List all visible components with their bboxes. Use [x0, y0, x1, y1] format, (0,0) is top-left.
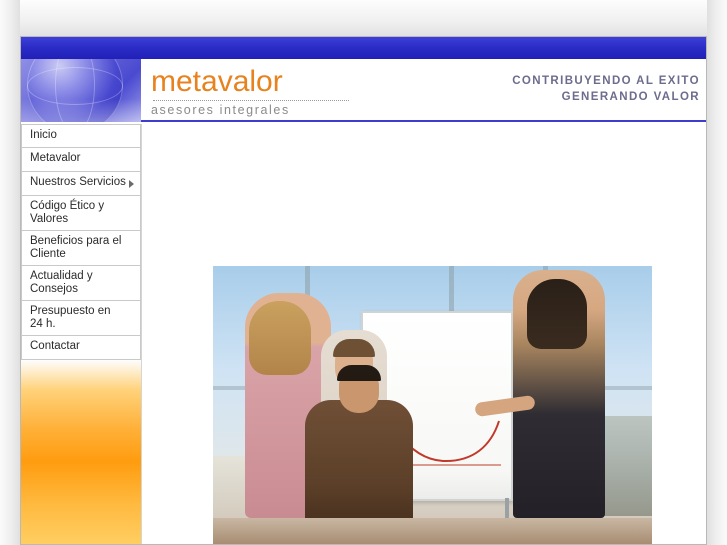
- window-top-chrome: [0, 0, 727, 36]
- sidebar-item-label: Beneficios para el Cliente: [30, 235, 122, 260]
- photo-person-man-seated-hair: [337, 365, 381, 381]
- sidebar-item-metavalor[interactable]: [21, 148, 141, 172]
- sidebar-item-label: Inicio: [30, 129, 57, 141]
- sidebar-item-inicio[interactable]: [21, 124, 141, 148]
- sidebar-item-label: Código Ético y Valores: [30, 200, 105, 225]
- header-slogan-line-2: GENERANDO VALOR: [561, 91, 700, 103]
- nav-list: [21, 124, 141, 360]
- brand-lockup[interactable]: [151, 65, 349, 117]
- photo-person-man-seated: [305, 400, 413, 518]
- chevron-right-icon: [129, 180, 134, 188]
- sidebar-item-label: Contactar: [30, 340, 80, 352]
- sidebar-item-nuestros-servicios[interactable]: [21, 172, 141, 196]
- site-header: [21, 59, 706, 122]
- brand-tagline: asesores integrales: [151, 103, 290, 117]
- sidebar-item-beneficios-para-el-cliente[interactable]: [21, 231, 141, 266]
- sidebar-item-label: Presupuesto en 24 h.: [30, 305, 111, 330]
- sidebar-item-label: Nuestros Servicios: [30, 176, 126, 188]
- hero-image: [213, 266, 652, 545]
- brand-divider: [153, 100, 349, 101]
- brand-name: metavalor: [151, 65, 283, 98]
- sidebar-item-presupuesto-en-24h[interactable]: [21, 301, 141, 336]
- sidebar-item-actualidad-y-consejos[interactable]: [21, 266, 141, 301]
- page-content: [20, 36, 707, 545]
- sidebar-item-label: Metavalor: [30, 152, 81, 164]
- photo-person-woman-left-hair: [249, 301, 311, 375]
- globe-sheen: [21, 99, 141, 122]
- window-left-edge: [0, 0, 20, 545]
- sidebar-item-contactar[interactable]: [21, 336, 141, 360]
- photo-conference-table: [213, 518, 652, 545]
- sidebar-item-codigo-etico-y-valores[interactable]: [21, 196, 141, 231]
- main-content: [141, 124, 706, 545]
- globe-logo-graphic: [21, 59, 141, 122]
- sidebar-item-label: Actualidad y Consejos: [30, 270, 93, 295]
- site-top-blue-bar: [21, 37, 706, 59]
- photo-person-man-standing-hair: [333, 339, 375, 357]
- header-slogan: [512, 73, 700, 105]
- header-slogan-line-1: CONTRIBUYENDO AL EXITO: [512, 75, 700, 87]
- sidebar-navigation: [21, 124, 141, 545]
- window-right-edge: [707, 0, 727, 545]
- photo-person-woman-presenter-hair: [527, 279, 587, 349]
